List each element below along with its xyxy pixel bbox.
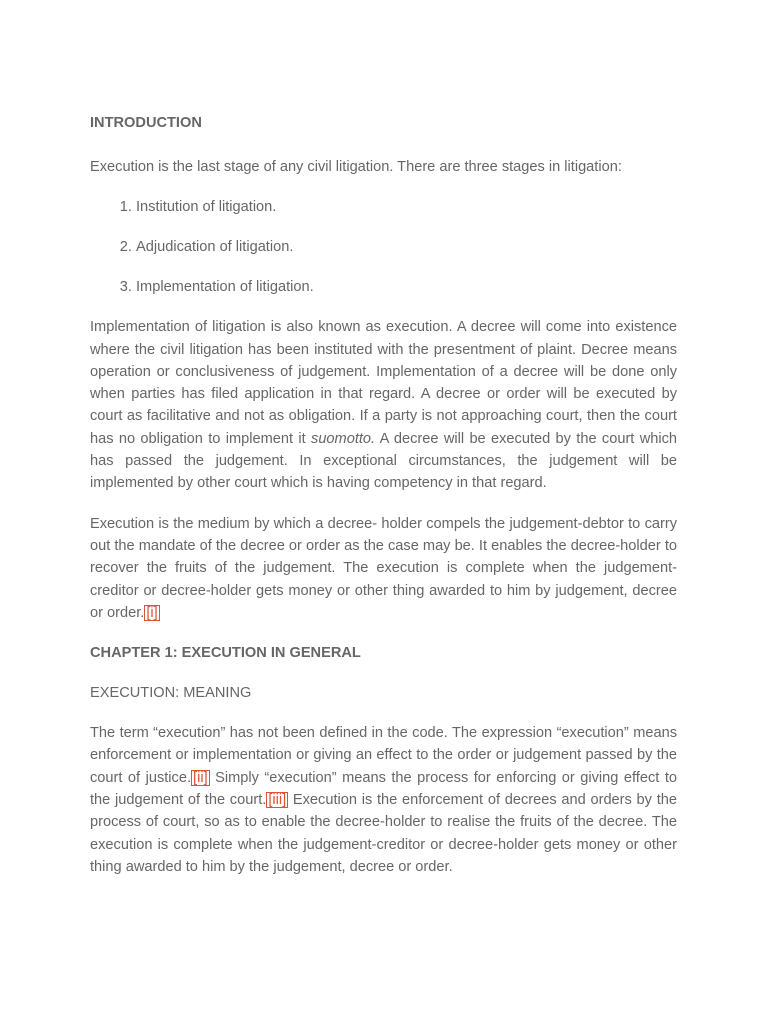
paragraph-text: The term “execution” has not been defined in the code. The expression “execution” means enforcement or implementation or giving an effect to the order or judgement passed by the court of justice.: [90, 725, 677, 786]
execution-medium-paragraph: [90, 513, 677, 624]
litigation-stages-list: [90, 196, 677, 298]
paragraph-text: Implementation of litigation is also known as execution. A decree will come into existence where the civil litigation has been instituted with the presentment of plaint. Decree means operation or conclusiveness of judgement. Implementation of a decree will be done only when parties has filed application in that regard. A decree or order will be executed by court as facilitative and not as obligation. If a party is not approaching court, then the court has no obligation to implement it: [90, 319, 677, 447]
italic-term: suomotto.: [311, 430, 376, 447]
intro-lead-paragraph: Execution is the last stage of any civil litigation. There are three stages in litigation:: [90, 159, 622, 175]
footnote-link-ii[interactable]: [ii]: [193, 769, 208, 786]
implementation-paragraph: [90, 316, 677, 494]
document-page: [90, 112, 677, 896]
execution-meaning-paragraph: [90, 722, 677, 878]
list-item: 2. Adjudication of litigation.: [136, 236, 677, 258]
list-item: 1. Institution of litigation.: [136, 196, 677, 218]
paragraph-text: Execution is the medium by which a decree- holder compels the judgement-debtor to carry out the mandate of the decree or order as the case may be. It enables the decree-holder to recover the fruits of the judgement. The execution is complete when the judgement-creditor or decree-holder gets money or other thing awarded to him by judgement, decree or order.: [90, 515, 677, 621]
list-item: 3. Implementation of litigation.: [136, 276, 677, 298]
introduction-heading: INTRODUCTION: [90, 115, 202, 131]
footnote-link-i[interactable]: [i]: [146, 604, 158, 621]
footnote-link-iii[interactable]: [iii]: [268, 792, 287, 809]
paragraph-text: Simply “execution” means the process for enforcing or giving effect to the judgement of the court.: [90, 769, 677, 809]
execution-meaning-subheading: EXECUTION: MEANING: [90, 685, 252, 702]
chapter-1-heading: CHAPTER 1: EXECUTION IN GENERAL: [90, 645, 361, 662]
paragraph-text: Execution is the enforcement of decrees and orders by the process of court, so as to enable the decree-holder to realise the fruits of the decree. The execution is complete when the judgement-creditor or decree-holder gets money or other thing awarded to him by the judgement, decree or order.: [90, 792, 677, 875]
paragraph-text: A decree will be executed by the court which has passed the judgement. In exceptional circumstances, the judgement will be implemented by other court which is having competency in that regard.: [90, 430, 678, 492]
